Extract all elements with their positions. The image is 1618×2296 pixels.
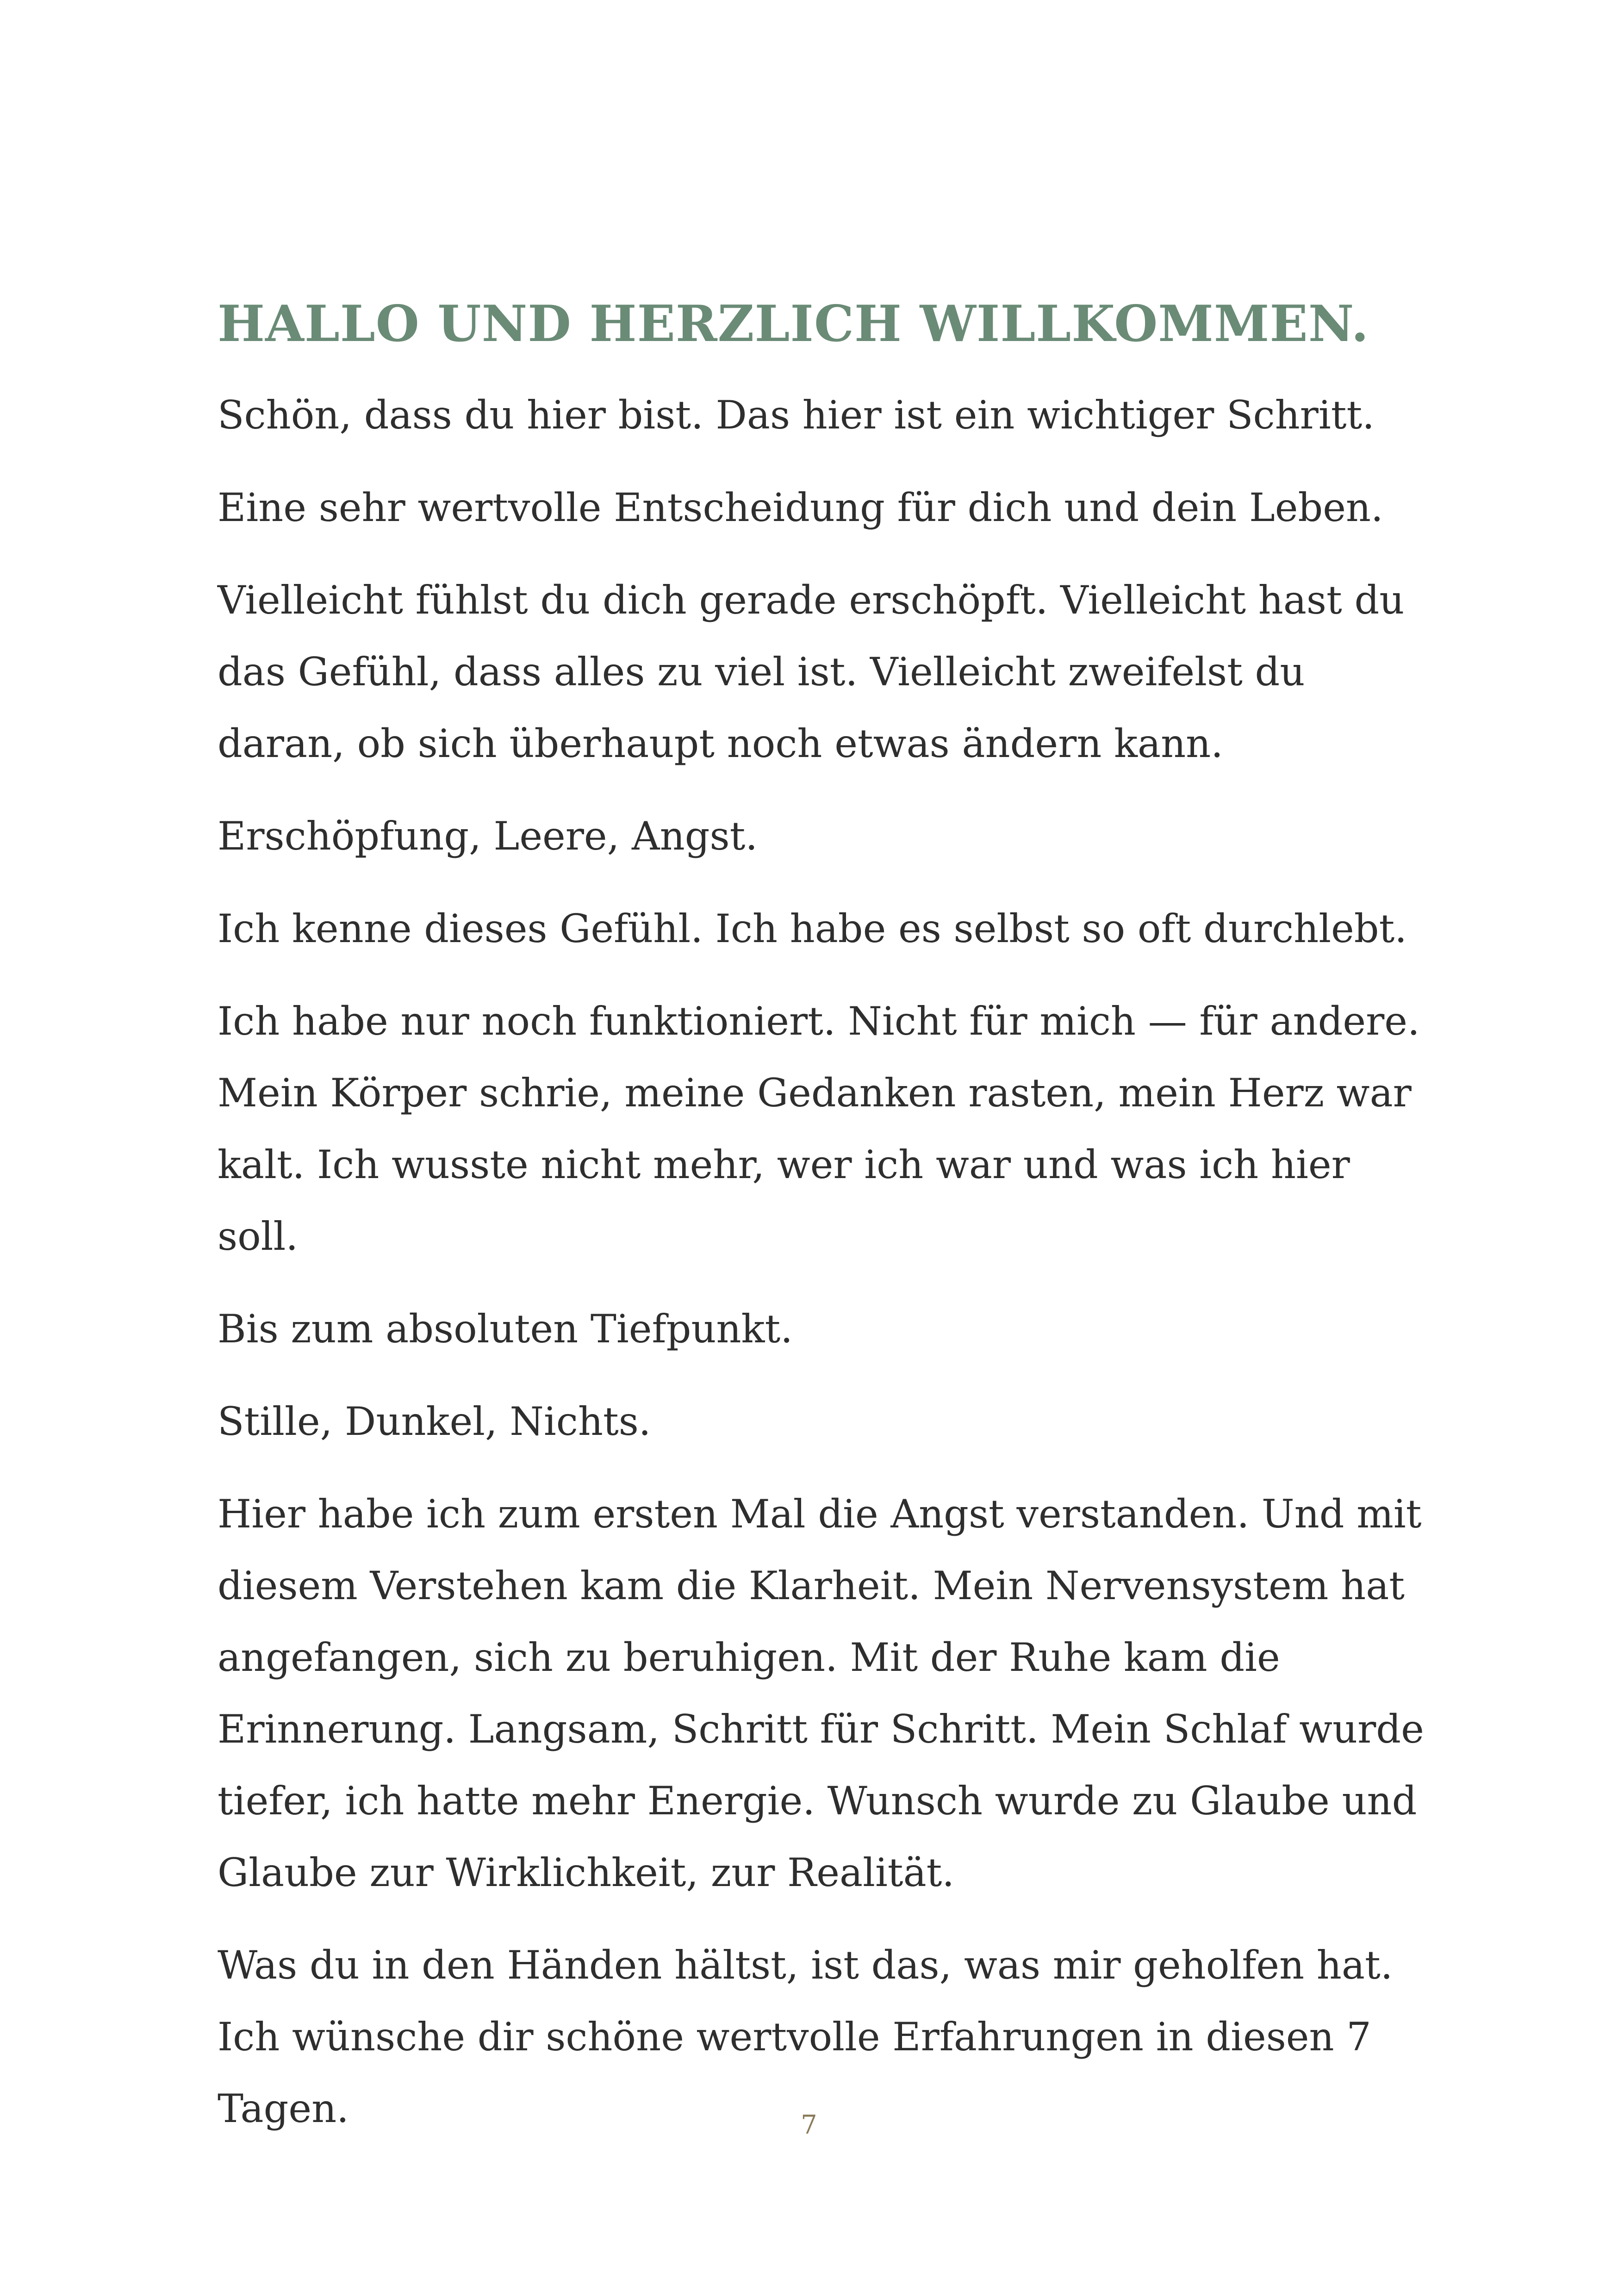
- paragraph-5: Ich kenne dieses Gefühl. Ich habe es selbst so oft durchlebt.: [218, 906, 1407, 951]
- paragraph-4: Erschöpfung, Leere, Angst.: [218, 813, 758, 859]
- page-number: 7: [801, 2110, 817, 2140]
- paragraph-10: Was du in den Händen hältst, ist das, was mir geholfen hat. Ich wünsche dir schöne wertvolle Erfahrungen in diesen 7 Tagen.: [218, 1942, 1393, 2131]
- paragraph-2: Eine sehr wertvolle Entscheidung für dich und dein Leben.: [218, 485, 1383, 530]
- page-content: [218, 287, 1430, 2166]
- paragraph-9: Hier habe ich zum ersten Mal die Angst verstanden. Und mit diesem Verstehen kam die Klarheit. Mein Nervensystem hat angefangen, sich zu beruhigen. Mit der Ruhe kam die Erinnerung. Langsam, Schritt für Schritt. Mein Schlaf wurde tiefer, ich hatte mehr Energie. Wunsch wurde zu Glaube und Glaube zur Wirklichkeit, zur Realität.: [218, 1491, 1424, 1895]
- paragraph-1: Schön, dass du hier bist. Das hier ist ein wichtiger Schritt.: [218, 392, 1375, 438]
- paragraph-8: Stille, Dunkel, Nichts.: [218, 1399, 651, 1444]
- paragraph-6: Ich habe nur noch funktioniert. Nicht für mich — für andere. Mein Körper schrie, meine Gedanken rasten, mein Herz war kalt. Ich wusste nicht mehr, wer ich war und was ich hier soll.: [218, 999, 1420, 1259]
- paragraph-3: Vielleicht fühlst du dich gerade erschöpft. Vielleicht hast du das Gefühl, dass alles zu viel ist. Vielleicht zweifelst du daran, ob sich überhaupt noch etwas ändern kann.: [218, 577, 1405, 766]
- paragraph-7: Bis zum absoluten Tiefpunkt.: [218, 1306, 793, 1352]
- page-title: HALLO UND HERZLICH WILLKOMMEN.: [218, 295, 1369, 353]
